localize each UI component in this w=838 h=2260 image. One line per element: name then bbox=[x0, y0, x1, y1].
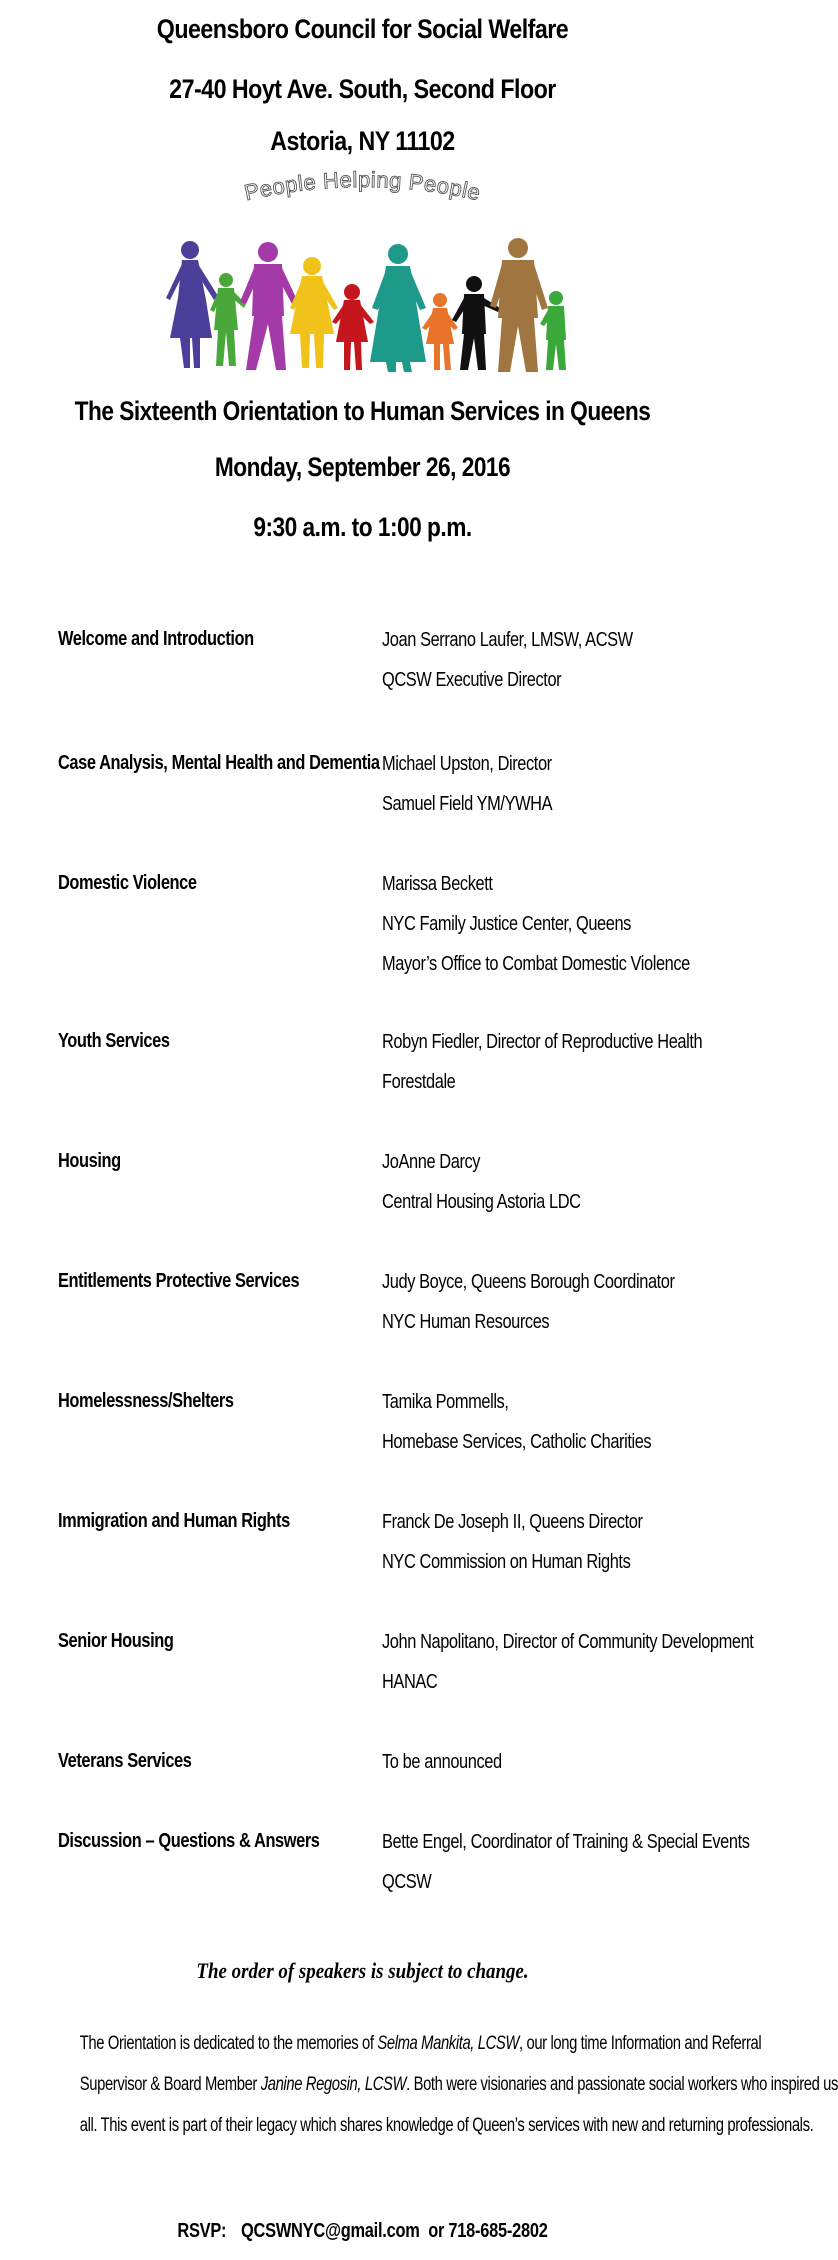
figure-man-magenta bbox=[240, 242, 298, 370]
dedication-honoree-1: Selma Mankita, LCSW bbox=[377, 2033, 520, 2054]
speaker-line: NYC Family Justice Center, Queens bbox=[382, 913, 631, 935]
dedication-text: Supervisor & Board Member bbox=[79, 2074, 261, 2095]
figure-girl-red bbox=[332, 284, 374, 370]
agenda-topic: Discussion – Questions & Answers bbox=[58, 1830, 320, 1852]
figure-girl-orange bbox=[422, 293, 458, 370]
speaker-line: Franck De Joseph II, Queens Director bbox=[382, 1511, 643, 1533]
dedication-paragraph bbox=[0, 2032, 838, 2155]
figure-man-brown bbox=[490, 238, 548, 372]
people-figures-illustration bbox=[160, 238, 570, 378]
dedication-line-2 bbox=[79, 2073, 838, 2114]
speaker-line: QCSW bbox=[382, 1871, 432, 1893]
agenda-speaker bbox=[382, 1510, 700, 1590]
rsvp-email[interactable]: QCSWNYC@gmail.com bbox=[241, 2220, 420, 2242]
agenda-topic: Welcome and Introduction bbox=[58, 628, 254, 650]
dedication-text: . Both were visionaries and passionate social workers who inspired us bbox=[406, 2074, 838, 2095]
agenda-topic: Housing bbox=[58, 1150, 121, 1172]
figure-woman-yellow bbox=[290, 257, 338, 368]
agenda-topic: Homelessness/Shelters bbox=[58, 1390, 234, 1412]
event-date: Monday, September 26, 2016 bbox=[214, 452, 511, 482]
dedication-line-1 bbox=[79, 2032, 762, 2073]
agenda-speaker bbox=[382, 872, 757, 992]
tagline-arc bbox=[0, 170, 725, 210]
event-time: 9:30 a.m. to 1:00 p.m. bbox=[253, 512, 472, 542]
agenda-speaker bbox=[382, 1030, 773, 1110]
agenda-topic: Youth Services bbox=[58, 1030, 170, 1052]
speaker-line: Samuel Field YM/YWHA bbox=[382, 793, 553, 815]
agenda-topic: Senior Housing bbox=[58, 1630, 174, 1652]
order-change-notice: The order of speakers is subject to change. bbox=[196, 1958, 529, 1983]
rsvp-phone: or 718-685-2802 bbox=[428, 2220, 548, 2242]
speaker-line: HANAC bbox=[382, 1671, 438, 1693]
speaker-line: Bette Engel, Coordinator of Training & Special Events bbox=[382, 1831, 750, 1853]
speaker-line: NYC Human Resources bbox=[382, 1311, 550, 1333]
speaker-line: Robyn Fiedler, Director of Reproductive Health bbox=[382, 1031, 703, 1053]
speaker-line: Forestdale bbox=[382, 1071, 456, 1093]
speaker-line: Tamika Pommells, bbox=[382, 1391, 509, 1413]
agenda-speaker bbox=[382, 1750, 528, 1790]
agenda-speaker bbox=[382, 1630, 835, 1710]
agenda-speaker bbox=[382, 1150, 624, 1230]
dedication-text: The Orientation is dedicated to the memories of bbox=[79, 2033, 378, 2054]
agenda-topic: Domestic Violence bbox=[58, 872, 197, 894]
speaker-line: John Napolitano, Director of Community Development bbox=[382, 1631, 754, 1653]
agenda-topic: Veterans Services bbox=[58, 1750, 192, 1772]
agenda-speaker bbox=[382, 628, 688, 708]
speaker-line: Homebase Services, Catholic Charities bbox=[382, 1431, 652, 1453]
dedication-line-3: all. This event is part of their legacy which shares knowledge of Queen’s services with new and returning professionals. bbox=[79, 2115, 814, 2136]
agenda-speaker bbox=[382, 1270, 739, 1350]
speaker-line: Mayor’s Office to Combat Domestic Violence bbox=[382, 953, 690, 975]
speaker-line: Central Housing Astoria LDC bbox=[382, 1191, 581, 1213]
address-line-1: 27-40 Hoyt Ave. South, Second Floor bbox=[169, 74, 556, 104]
org-name: Queensboro Council for Social Welfare bbox=[156, 14, 569, 44]
figure-child-green bbox=[210, 273, 246, 366]
speaker-line: NYC Commission on Human Rights bbox=[382, 1551, 631, 1573]
dedication-honoree-2: Janine Regosin, LCSW bbox=[260, 2074, 407, 2095]
dedication-text: , our long time Information and Referral bbox=[519, 2033, 762, 2054]
figure-boy-black bbox=[452, 276, 500, 370]
agenda-topic: Case Analysis, Mental Health and Dementia bbox=[58, 752, 380, 774]
agenda-speaker bbox=[382, 1830, 830, 1910]
figure-woman-teal bbox=[370, 244, 426, 372]
rsvp-label: RSVP: bbox=[177, 2220, 227, 2242]
agenda-speaker bbox=[382, 1390, 710, 1470]
agenda-topic: Immigration and Human Rights bbox=[58, 1510, 290, 1532]
event-title: The Sixteenth Orientation to Human Services in Queens bbox=[74, 396, 651, 426]
figure-woman-navy bbox=[166, 241, 218, 368]
address-line-2: Astoria, NY 11102 bbox=[270, 126, 455, 156]
speaker-line: Marissa Beckett bbox=[382, 873, 493, 895]
svg-text:People Helping People bbox=[242, 170, 483, 205]
rsvp-line bbox=[65, 2220, 660, 2243]
speaker-line: QCSW Executive Director bbox=[382, 669, 562, 691]
agenda-speaker bbox=[382, 752, 589, 832]
speaker-line: Judy Boyce, Queens Borough Coordinator bbox=[382, 1271, 675, 1293]
speaker-line: To be announced bbox=[382, 1751, 502, 1773]
speaker-line: Michael Upston, Director bbox=[382, 753, 552, 775]
agenda-topic: Entitlements Protective Services bbox=[58, 1270, 300, 1292]
tagline-text: People Helping People bbox=[241, 170, 484, 206]
speaker-line: JoAnne Darcy bbox=[382, 1151, 481, 1173]
speaker-line: Joan Serrano Laufer, LMSW, ACSW bbox=[382, 629, 633, 651]
